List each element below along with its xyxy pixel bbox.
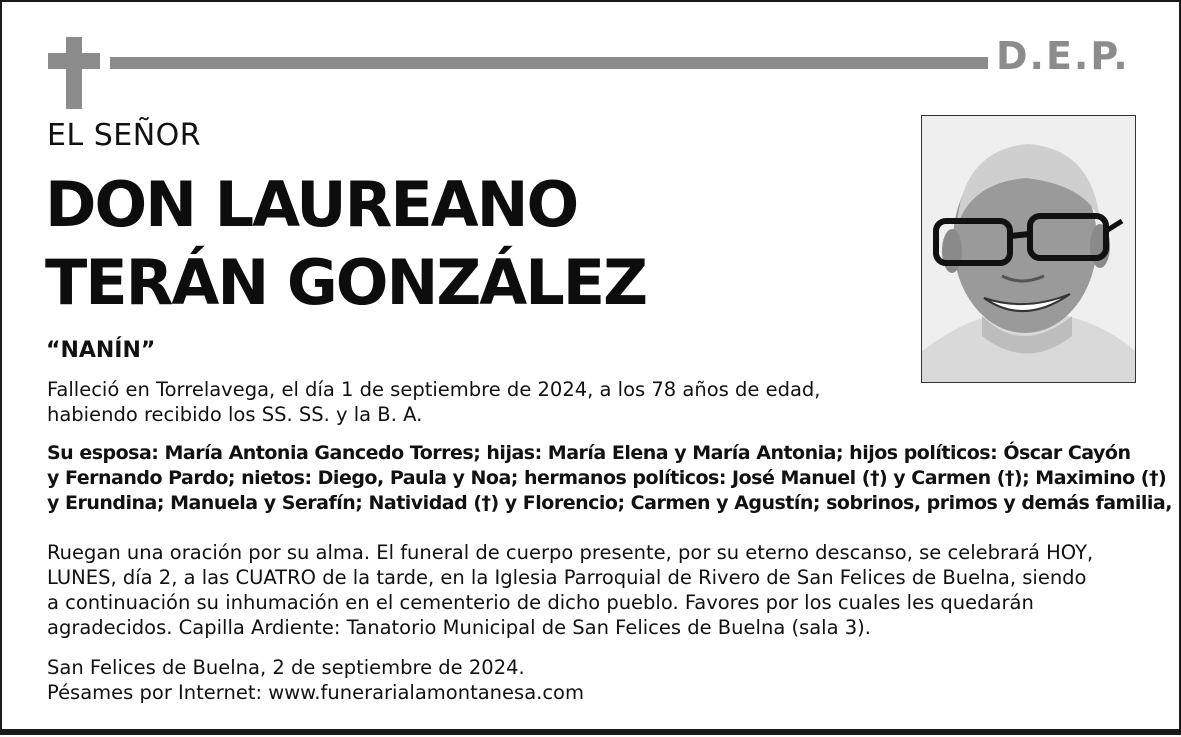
family-line: y Erundina; Manuela y Serafín; Natividad (†) y Florencio; Carmen y Agustín; sobrinos, primos y demás familia,: [47, 492, 1172, 514]
deceased-info-line: habiendo recibido los SS. SS. y la B. A.: [47, 403, 423, 426]
cross-icon-bar: [48, 53, 100, 69]
cross-icon: [66, 37, 82, 109]
header-rule: [110, 57, 988, 69]
closing-info: [47, 655, 584, 705]
ceremony-notice: [47, 540, 1093, 640]
ceremony-line: Ruegan una oración por su alma. El funeral de cuerpo presente, por su eterno descanso, se celebrará HOY,: [47, 541, 1094, 564]
deceased-name-line-1: DON LAUREANO: [45, 168, 578, 241]
condolences-link[interactable]: Pésames por Internet: www.funerarialamontanesa.com: [47, 681, 584, 704]
deceased-name-line-2: TERÁN GONZÁLEZ: [45, 246, 647, 319]
place-date: San Felices de Buelna, 2 de septiembre de 2024.: [47, 656, 525, 679]
portrait-photo: [921, 115, 1136, 383]
honorific: EL SEÑOR: [47, 118, 202, 153]
nickname: “NANÍN”: [46, 338, 156, 363]
ceremony-line: LUNES, día 2, a las CUATRO de la tarde, en la Iglesia Parroquial de Rivero de San Felices de Buelna, siendo: [47, 566, 1087, 589]
dep-badge: D.E.P.: [996, 34, 1130, 78]
deceased-info: [47, 377, 820, 427]
family-line: Su esposa: María Antonia Gancedo Torres; hijas: María Elena y María Antonia; hijos políticos: Óscar Cayón: [47, 442, 1131, 464]
portrait-illustration: [922, 116, 1135, 382]
ceremony-line: a continuación su inhumación en el cementerio de dicho pueblo. Favores por los cuales les quedarán: [47, 591, 1034, 614]
family-line: y Fernando Pardo; nietos: Diego, Paula y Noa; hermanos políticos: José Manuel (†) y Carmen (†); Maximino (†): [47, 467, 1167, 489]
family-list: [47, 441, 1172, 516]
ceremony-line: agradecidos. Capilla Ardiente: Tanatorio Municipal de San Felices de Buelna (sala 3).: [47, 616, 871, 639]
deceased-info-line: Falleció en Torrelavega, el día 1 de septiembre de 2024, a los 78 años de edad,: [47, 378, 821, 401]
